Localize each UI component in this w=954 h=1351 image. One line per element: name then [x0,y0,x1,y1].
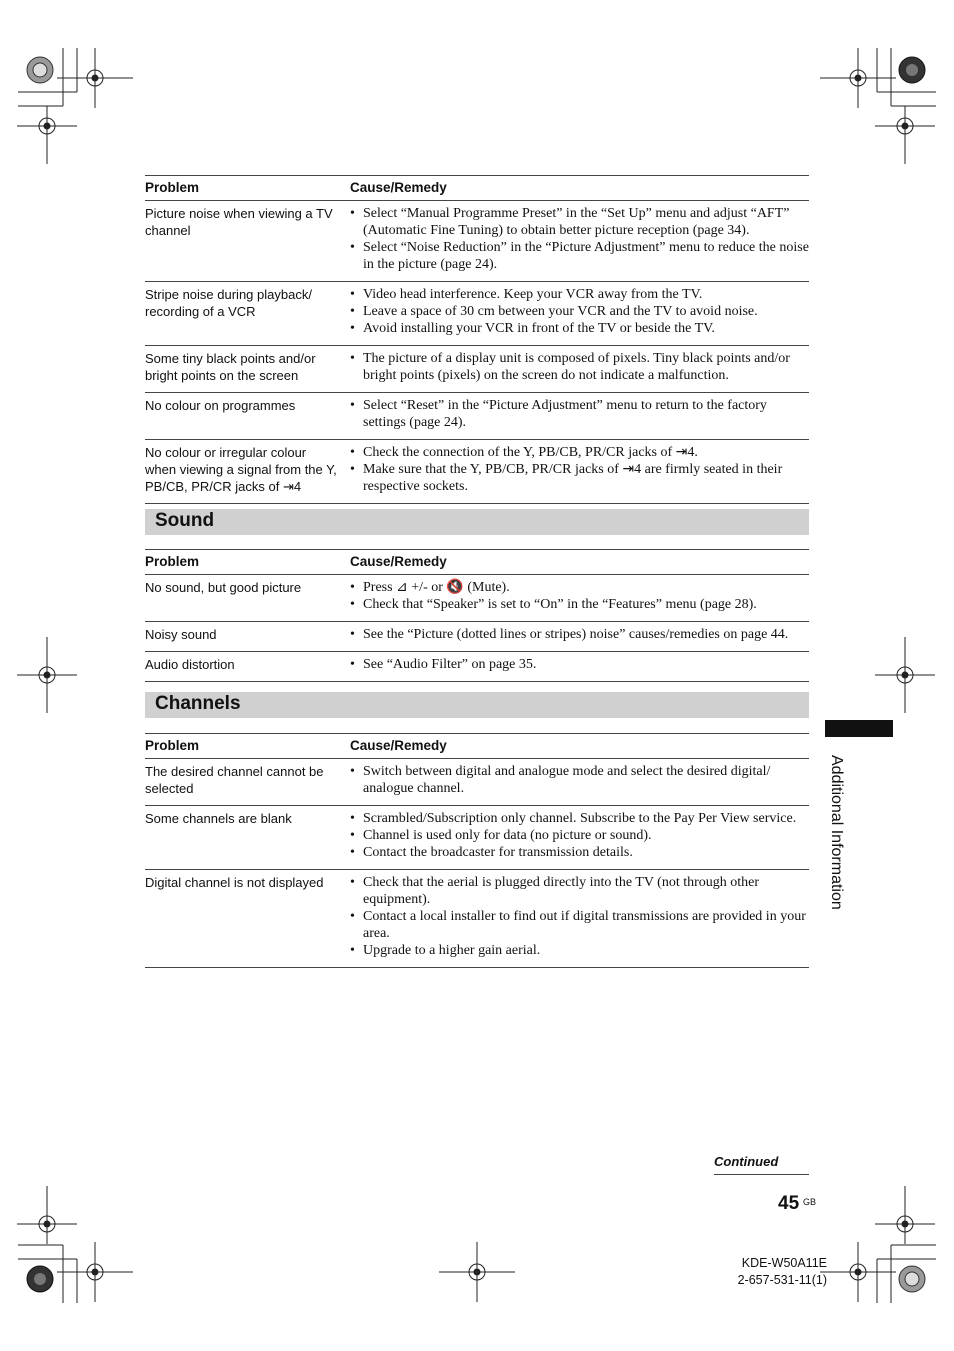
problem-cell: No sound, but good picture [145,580,302,595]
remedy-item: • See “Audio Filter” on page 35. [350,656,809,673]
picture-troubleshooting-table [145,175,809,504]
remedy-item: • Leave a space of 30 cm between your VCR and the TV to avoid noise. [350,303,809,320]
page-language-code: GB [803,1197,817,1207]
remedy-cell [350,205,809,273]
remedy-list [350,626,809,643]
table-row [145,201,809,282]
table-row [145,440,809,504]
problem-cell: Some tiny black points and/or bright points on the screen [145,351,316,383]
remedy-cell [350,444,809,495]
sound-troubleshooting-table [145,549,809,682]
remedy-list [350,579,809,613]
side-tab-label [825,755,845,955]
remedy-item: • Contact a local installer to find out if digital transmissions are provided in your area. [350,908,809,942]
problem-cell: Noisy sound [145,627,217,642]
problem-cell: Digital channel is not displayed [145,875,324,890]
problem-header: Problem [145,738,200,753]
remedy-item: • Contact the broadcaster for transmission details. [350,844,809,861]
problem-header: Problem [145,554,200,569]
remedy-item: • Select “Reset” in the “Picture Adjustment” menu to return to the factory settings (page 24). [350,397,809,431]
remedy-item: • Select “Noise Reduction” in the “Picture Adjustment” menu to reduce the noise in the picture (page 24). [350,239,809,273]
remedy-cell [350,656,809,673]
remedy-header: Cause/Remedy [350,180,447,195]
remedy-list [350,874,809,959]
problem-cell: Picture noise when viewing a TV channel [145,206,333,238]
table-header [145,549,809,575]
remedy-cell [350,810,809,861]
table-row [145,393,809,440]
remedy-list [350,444,809,495]
section-sound [145,509,809,535]
remedy-cell [350,579,809,613]
table-row [145,346,809,393]
remedy-item: • The picture of a display unit is composed of pixels. Tiny black points and/or bright points (pixels) on the screen do not indicate a malfunction. [350,350,809,384]
part-number: 2-657-531-11(1) [737,1273,827,1287]
table-header [145,175,809,201]
remedy-cell [350,350,809,384]
table-body [145,575,809,682]
remedy-cell [350,763,809,797]
model-number: KDE-W50A11E [741,1256,827,1270]
remedy-item: • Channel is used only for data (no picture or sound). [350,827,809,844]
remedy-list [350,286,809,337]
problem-cell: No colour on programmes [145,398,296,413]
continued-label: Continued [714,1154,809,1175]
remedy-item: • Make sure that the Y, PB/CB, PR/CR jacks of ⇥4 are firmly seated in their respective sockets. [350,461,809,495]
table-row [145,575,809,622]
remedy-item: • Avoid installing your VCR in front of the TV or beside the TV. [350,320,809,337]
remedy-item: • Scrambled/Subscription only channel. Subscribe to the Pay Per View service. [350,810,809,827]
remedy-list [350,205,809,273]
section-title: Channels [155,693,241,714]
remedy-item: • Press ⊿ +/- or 🔇 (Mute). [350,579,809,596]
table-row [145,622,809,652]
page-number: 45 [778,1193,800,1214]
remedy-list [350,350,809,384]
table-body [145,759,809,968]
remedy-cell [350,397,809,431]
remedy-cell [350,286,809,337]
remedy-item: • Check that the aerial is plugged directly into the TV (not through other equipment). [350,874,809,908]
remedy-item: • Upgrade to a higher gain aerial. [350,942,809,959]
problem-cell: Audio distortion [145,657,235,672]
table-row [145,806,809,870]
remedy-item: • Check that “Speaker” is set to “On” in the “Features” menu (page 28). [350,596,809,613]
remedy-item: • Select “Manual Programme Preset” in the “Set Up” menu and adjust “AFT” (Automatic Fine Tuning) to obtain better picture reception (page 34). [350,205,809,239]
remedy-cell [350,874,809,959]
table-body [145,201,809,504]
remedy-header: Cause/Remedy [350,554,447,569]
problem-cell: No colour or irregular colour when viewing a signal from the Y, PB/CB, PR/CR jacks of ⇥4 [145,445,337,494]
table-row [145,652,809,682]
remedy-list [350,810,809,861]
remedy-list [350,763,809,797]
remedy-list [350,656,809,673]
table-row [145,282,809,346]
side-tab-marker [825,720,893,737]
table-row [145,759,809,806]
table-header [145,733,809,759]
remedy-item: • Check the connection of the Y, PB/CB, PR/CR jacks of ⇥4. [350,444,809,461]
remedy-list [350,397,809,431]
problem-cell: Some channels are blank [145,811,292,826]
side-tab-text: Additional Information [828,755,845,910]
remedy-item: • Switch between digital and analogue mode and select the desired digital/ analogue channel. [350,763,809,797]
table-row [145,870,809,968]
remedy-header: Cause/Remedy [350,738,447,753]
problem-header: Problem [145,180,200,195]
remedy-cell [350,626,809,643]
problem-cell: The desired channel cannot be selected [145,764,324,796]
model-info [733,1255,827,1289]
remedy-item: • Video head interference. Keep your VCR away from the TV. [350,286,809,303]
section-title: Sound [155,510,215,531]
section-channels [145,692,809,718]
channels-troubleshooting-table [145,733,809,968]
remedy-item: • See the “Picture (dotted lines or stripes) noise” causes/remedies on page 44. [350,626,809,643]
problem-cell: Stripe noise during playback/ recording of a VCR [145,287,312,319]
